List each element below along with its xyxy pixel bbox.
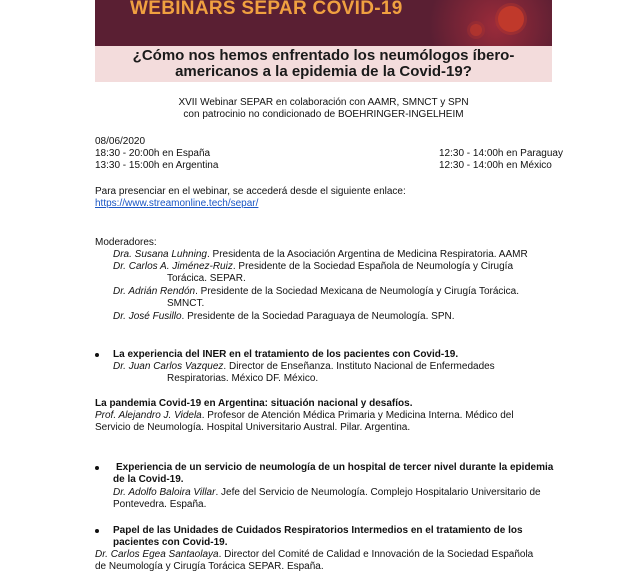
- moderator-2: [113, 261, 513, 273]
- banner-title: WEBINARS SEPAR COVID-19: [130, 0, 403, 19]
- title-line-2: americanos a la epidemia de la Covid-19?: [175, 63, 472, 80]
- talk-1-speaker: [113, 361, 495, 373]
- talk-4-speaker: [95, 549, 533, 561]
- moderator-3: [113, 286, 519, 298]
- moderator-name: Dra. Susana Luhning: [113, 249, 207, 260]
- moderator-name: Dr. Carlos A. Jiménez-Ruiz: [113, 261, 233, 272]
- intro-line-1: XVII Webinar SEPAR en colaboración con AAMR, SMNCT y SPN: [178, 97, 469, 108]
- bullet-icon: [95, 466, 99, 470]
- time-argentina: 13:30 - 15:00h en Argentina: [95, 160, 219, 171]
- moderator-name: Dr. José Fusillo: [113, 311, 182, 322]
- header-banner: [95, 0, 552, 46]
- talk-4-title: Papel de las Unidades de Cuidados Respiratorios Intermedios en el tratamiento de los: [113, 525, 523, 536]
- moderators-heading: Moderadores:: [95, 237, 157, 248]
- talk-3-title: Experiencia de un servicio de neumología de un hospital de tercer nivel durante la epidemia: [116, 462, 554, 473]
- moderator-name: Dr. Adrián Rendón: [113, 286, 196, 297]
- event-date: 08/06/2020: [95, 136, 146, 147]
- document-title: [95, 48, 552, 80]
- speaker-name: Dr. Juan Carlos Vazquez: [113, 361, 224, 372]
- time-paraguay: 12:30 - 14:00h en Paraguay: [439, 148, 563, 159]
- talk-3-title-cont: de la Covid-19.: [113, 474, 184, 485]
- moderator-desc: . Presidente de la Sociedad Española de Neumología y Cirugía: [232, 261, 514, 272]
- bullet-icon: [95, 353, 99, 357]
- moderator-1: [113, 249, 528, 261]
- virus-illustration-icon: [498, 6, 524, 32]
- speaker-desc: . Profesor de Atención Médica Primaria y Medicina Interna. Médico del: [201, 410, 514, 421]
- speaker-desc: . Director de Enseñanza. Instituto Nacional de Enfermedades: [223, 361, 495, 372]
- speaker-name: Dr. Carlos Egea Santaolaya: [95, 549, 219, 560]
- access-text: Para presenciar en el webinar, se accederá desde el siguiente enlace:: [95, 186, 406, 197]
- moderator-4: [113, 311, 455, 323]
- moderator-desc: . Presidente de la Sociedad Mexicana de Neumología y Cirugía Torácica.: [195, 286, 519, 297]
- speaker-name: Prof. Alejandro J. Videla: [95, 410, 202, 421]
- speaker-desc: . Director del Comité de Calidad e Innovación de la Sociedad Española: [218, 549, 534, 560]
- talk-4-speaker-cont: de Neumología y Cirugía Torácica SEPAR. España.: [95, 561, 324, 572]
- moderator-3-cont: SMNCT.: [167, 298, 205, 309]
- talk-2-title: La pandemia Covid-19 en Argentina: situación nacional y desafíos.: [95, 398, 413, 409]
- talk-1-title: La experiencia del INER en el tratamiento de los pacientes con Covid-19.: [113, 349, 459, 360]
- webinar-link[interactable]: https://www.streamonline.tech/separ/: [95, 198, 259, 209]
- talk-4-title-cont: pacientes con Covid-19.: [113, 537, 228, 548]
- speaker-name: Dr. Adolfo Baloira Villar: [113, 487, 216, 498]
- subtitle-box: [95, 46, 552, 82]
- banner-glow: [412, 0, 552, 46]
- talk-1-speaker-cont: Respiratorias. México DF. México.: [167, 373, 319, 384]
- talk-3-speaker: [113, 487, 541, 499]
- intro-line-2: con patrocinio no condicionado de BOEHRINGER-INGELHEIM: [183, 109, 464, 120]
- speaker-desc: . Jefe del Servicio de Neumología. Complejo Hospitalario Universitario de: [215, 487, 541, 498]
- time-spain: 18:30 - 20:00h en España: [95, 148, 211, 159]
- moderator-desc: . Presidenta de la Asociación Argentina de Medicina Respiratoria. AAMR: [206, 249, 528, 260]
- virus-illustration-icon: [470, 24, 482, 36]
- talk-2-speaker-cont: Servicio de Neumología. Hospital Universitario Austral. Pilar. Argentina.: [95, 422, 411, 433]
- talk-3-speaker-cont: Pontevedra. España.: [113, 499, 207, 510]
- moderator-desc: . Presidente de la Sociedad Paraguaya de Neumología. SPN.: [181, 311, 455, 322]
- title-line-1: ¿Cómo nos hemos enfrentado los neumólogos íbero-: [132, 47, 515, 64]
- bullet-icon: [95, 529, 99, 533]
- talk-2-speaker: [95, 410, 514, 422]
- time-mexico: 12:30 - 14:00h en México: [439, 160, 552, 171]
- moderator-2-cont: Torácica. SEPAR.: [167, 273, 246, 284]
